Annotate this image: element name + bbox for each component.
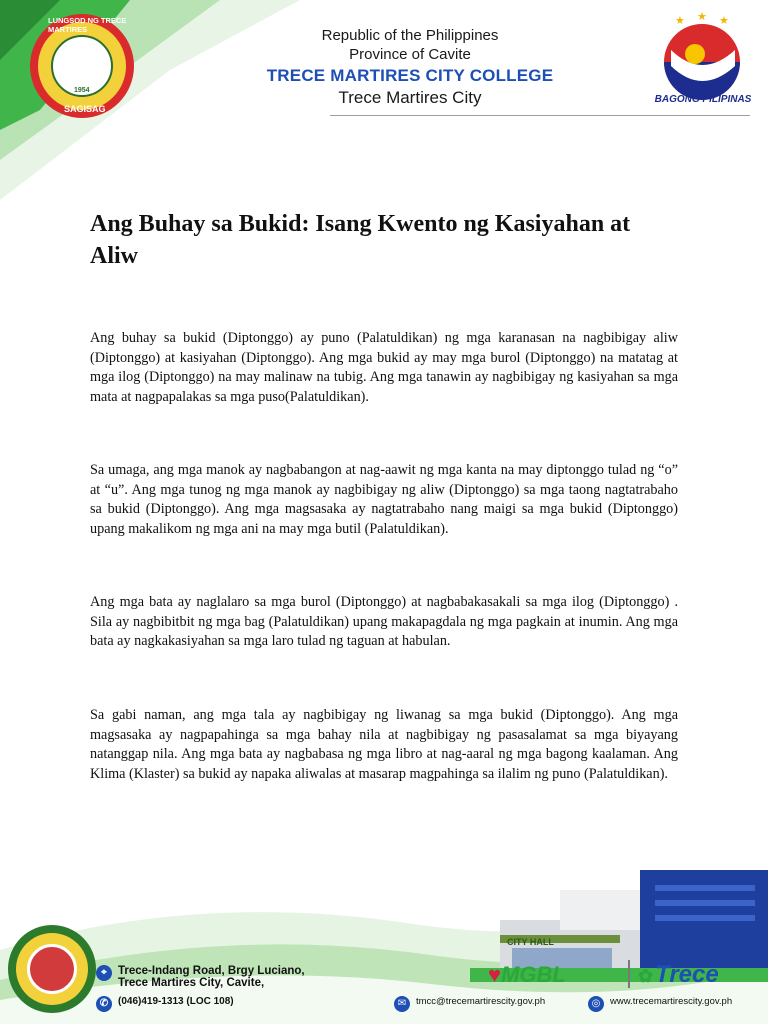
building-sign: CITY HALL — [507, 937, 554, 947]
header-divider — [330, 115, 750, 116]
email-address[interactable]: tmcc@trecemartirescity.gov.ph — [416, 996, 546, 1007]
logo-separator — [628, 960, 630, 988]
province-line: Province of Cavite — [349, 46, 471, 63]
seal-text-bottom: SAGISAG — [64, 104, 106, 114]
seal-text-top: LUNGSOD NG TRECE MARTIRES — [48, 16, 127, 34]
paragraph-4: Sa gabi naman, ang mga tala ay nagbibigay ng liwanag sa mga bukid (Diptonggo). Ang mga magsasaka ay nagpapahinga sa mga bahay nila at nagbibigay ng pasasalamat sa mga biyayang natanggap nila. Ang mga bata ay nagbabasa ng mga libro at nag-aaral ng mga bagong kaalaman. Ang Klima (Klaster) sa bukid ay napaka aliwalas at masarap magpahinga sa ilalim ng puno (Palatuldikan). — [90, 707, 678, 782]
footer-email[interactable] — [394, 996, 545, 1012]
svg-text:★: ★ — [675, 15, 685, 27]
city-seal — [30, 14, 134, 118]
college-seal-emblem — [27, 944, 77, 994]
paragraph-1: Ang buhay sa bukid (Diptonggo) ay puno (Palatuldikan) ng mga karanasan na nagbibigay aliw (Diptonggo) at kasiyahan (Diptonggo). Ang mga bukid ay may mga burol (Diptonggo) na matatag at mga ilog (Diptonggo) na may malinaw na tubig. Ang mga tanawin ay nagbibigay ng kasiyahan sa mga mata at nagpapalakas sa mga puso(Palatuldikan). — [90, 330, 678, 405]
trece-logo — [638, 961, 719, 989]
paragraph-3: Ang mga bata ay naglalaro sa mga burol (Diptonggo) at nagbabakasakali sa mga ilog (Diptonggo) . Sila ay nagbibitbit ng mga bag (Palatuldikan) upang makapagdala ng mga pagkain at inumin. Ang mga bata ay nagkakasiyahan sa mga laro tulad ng taguan at habulan. — [90, 594, 678, 649]
footer-phone — [96, 996, 234, 1012]
document-title: Ang Buhay sa Bukid: Isang Kwento ng Kasiyahan at Aliw — [90, 211, 631, 269]
letterhead — [230, 26, 590, 109]
footer-address — [96, 965, 305, 989]
svg-text:★: ★ — [697, 11, 707, 23]
mgbl-text: MGBL — [501, 962, 566, 987]
trece-text: Trece — [655, 961, 719, 988]
mgbl-logo — [488, 962, 566, 988]
city-line: Trece Martires City — [338, 88, 482, 107]
svg-text:★: ★ — [719, 15, 729, 27]
bagong-pilipinas-label: BAGONG PILIPINAS — [654, 94, 752, 105]
college-name: TRECE MARTIRES CITY COLLEGE — [266, 66, 554, 85]
address-line-1: Trece-Indang Road, Brgy Luciano, — [118, 965, 305, 977]
location-pin-icon: ⌖ — [96, 965, 112, 981]
heart-icon: ♥ — [488, 962, 502, 987]
college-seal — [8, 925, 96, 1013]
seal-year: 1954 — [74, 87, 90, 94]
paragraph-2: Sa umaga, ang mga manok ay nagbabangon at nag-aawit ng mga kanta na may diptonggo tulad ng “o” at “u”. Ang mga tunog ng mga manok ay nagbibigay ng aliw (Diptonggo) sa mga taong nagtatrabaho sa bukid (Diptonggo). Ang mga magsasaka ay nagtatrabaho nang maigi sa mga bukid (Diptonggo) upang makalikom ng mga ani na may mga butil (Palatuldikan). — [90, 462, 678, 537]
phone-icon: ✆ — [96, 996, 112, 1012]
address-line-2: Trece Martires City, Cavite, — [118, 977, 265, 989]
republic-line: Republic of the Philippines — [321, 27, 499, 44]
globe-icon: ◎ — [588, 996, 604, 1012]
website-url[interactable]: www.trecemartirescity.gov.ph — [610, 996, 733, 1007]
phone-number: (046)419-1313 — [118, 996, 184, 1007]
footer-decoration — [0, 830, 768, 1024]
footer-website[interactable] — [588, 996, 732, 1012]
phone-local: (LOC 108) — [186, 996, 234, 1007]
mail-icon: ✉ — [394, 996, 410, 1012]
trece-mark-icon: ✿ — [638, 966, 654, 986]
